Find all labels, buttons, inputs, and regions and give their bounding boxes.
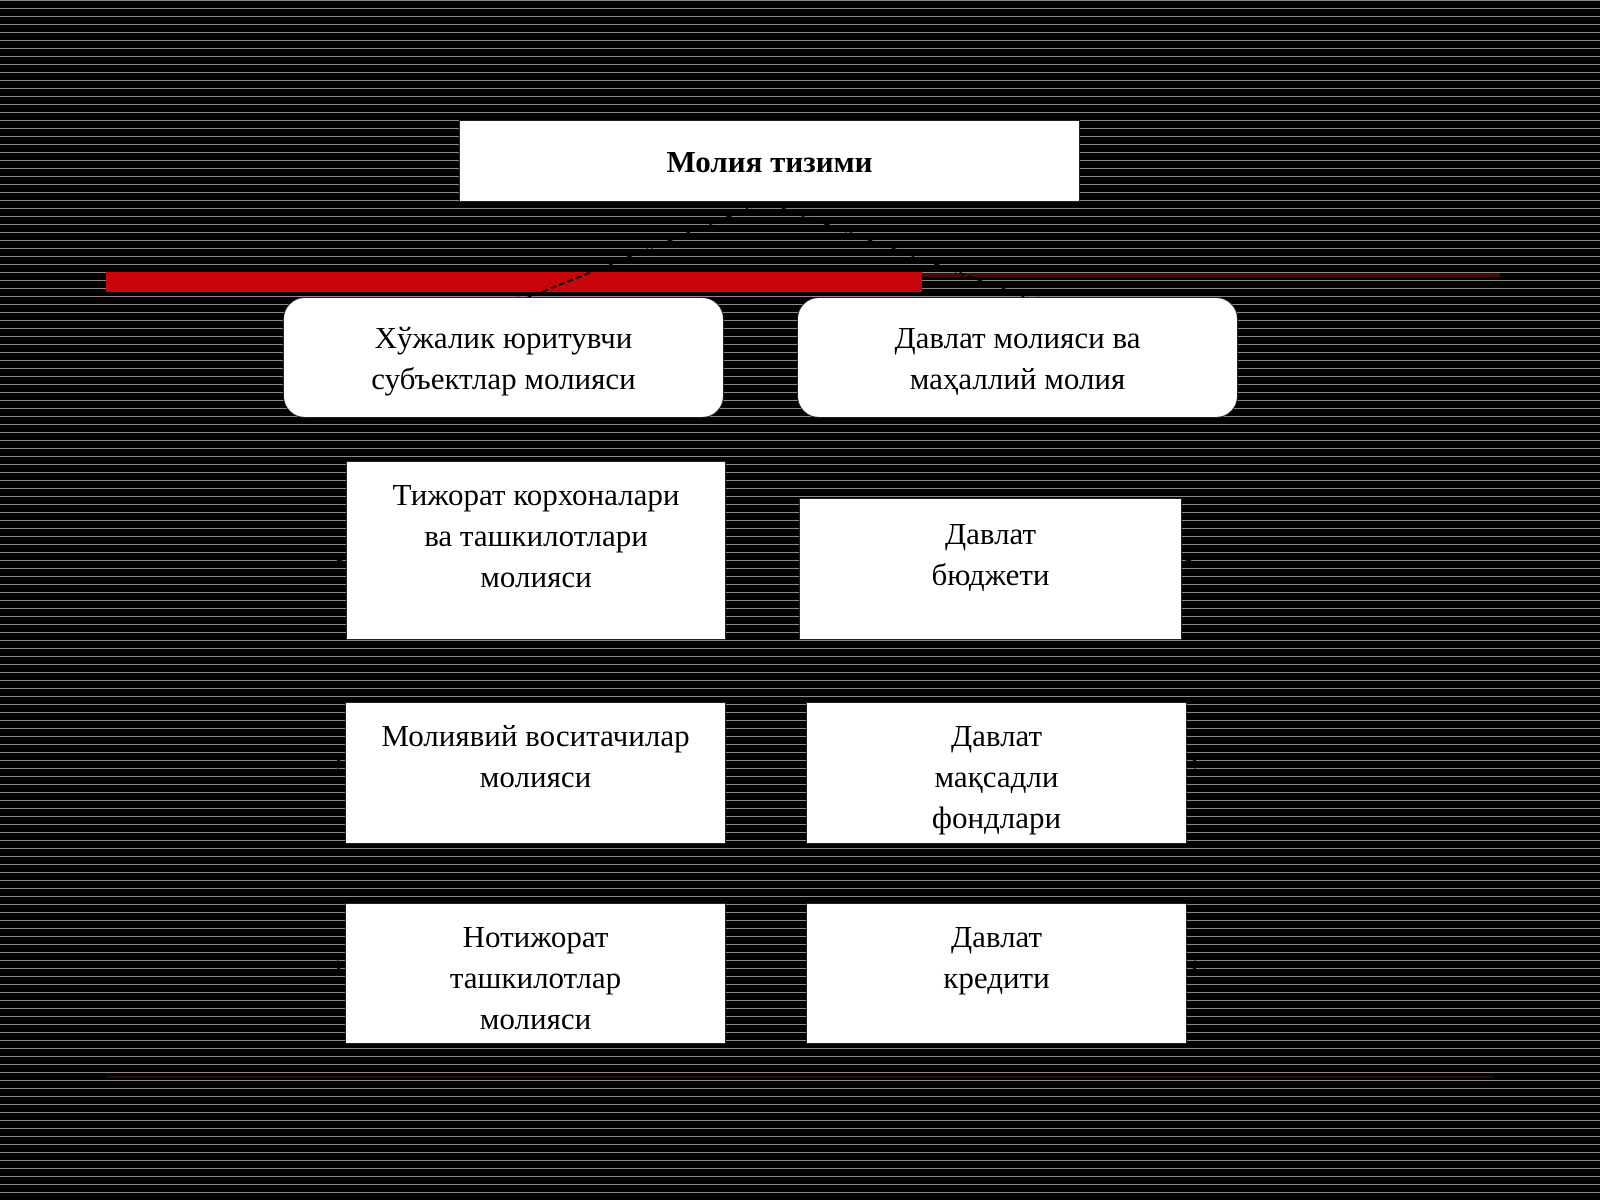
right-item-label: Давлат мақсадли фондлари (931, 718, 1062, 835)
left-item-node (345, 903, 726, 1044)
branch-node-left (283, 297, 724, 418)
left-item-node (345, 702, 726, 844)
connector-root-left (512, 202, 765, 304)
branch-right-label: Давлат молияси ва маҳаллий молия (894, 319, 1141, 396)
right-item-label: Давлат бюджети (931, 516, 1050, 592)
branch-left-label: Хўжалик юритувчи субъектлар молияси (371, 319, 636, 396)
branch-node-right (797, 297, 1238, 418)
right-item-label: Давлат кредити (943, 919, 1050, 995)
connector-root-right (765, 202, 1045, 304)
root-node (459, 120, 1080, 202)
right-item-node (799, 498, 1182, 640)
left-item-label: Тижорат корхоналари ва ташкилотлари молияси (392, 477, 680, 594)
root-node-label: Молия тизими (666, 143, 873, 179)
right-item-node (806, 702, 1187, 844)
left-item-label: Молиявий воситачилар молияси (381, 718, 690, 794)
left-item-node (346, 461, 726, 640)
right-item-node (806, 903, 1187, 1044)
left-item-label: Нотижорат ташкилотлар молияси (449, 919, 622, 1036)
